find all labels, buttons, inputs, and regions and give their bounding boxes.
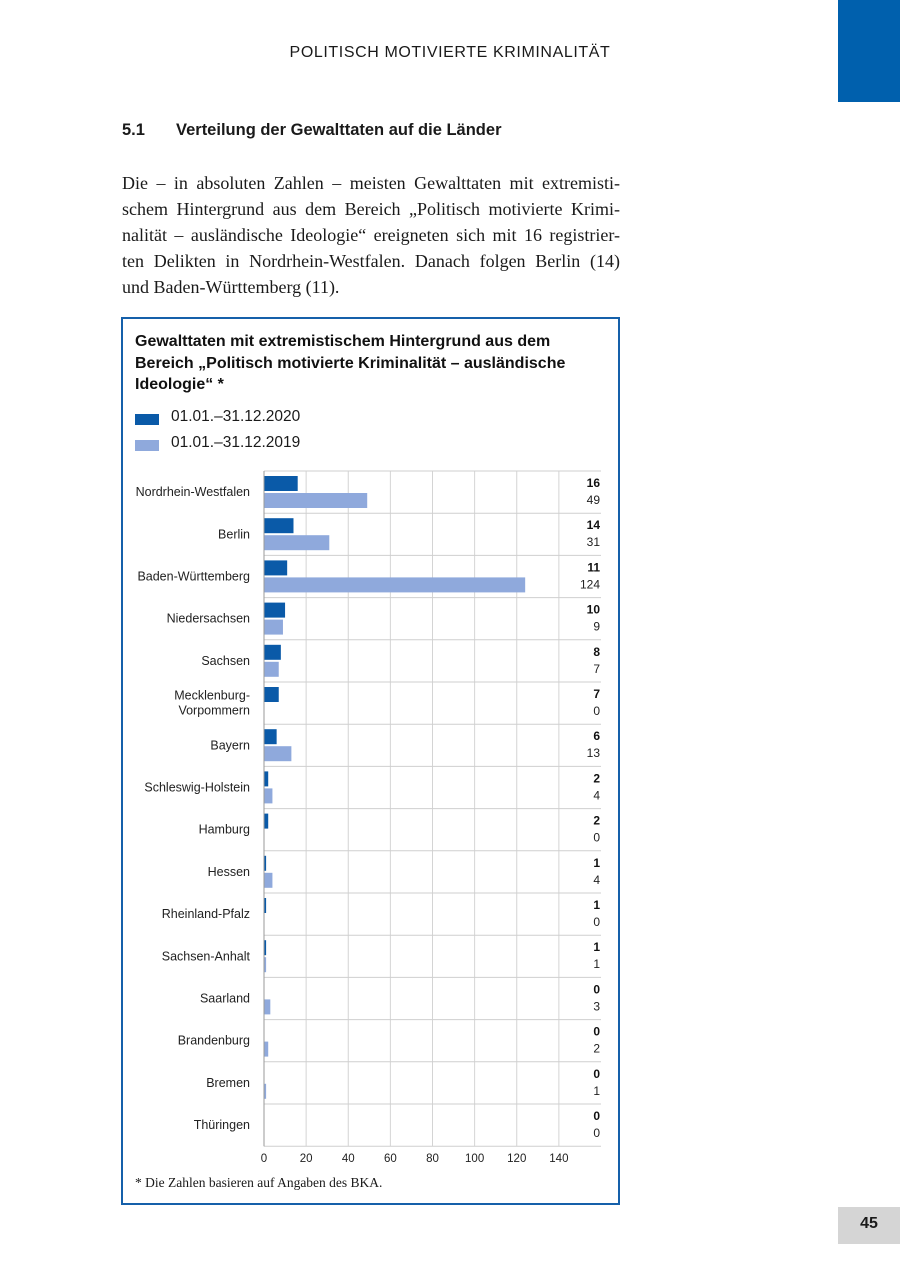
bar-2020 bbox=[264, 603, 285, 618]
body-line: nalität – ausländische Ideologie“ ereigneten sich mit 16 registrier- bbox=[122, 225, 620, 245]
bar-2020 bbox=[264, 645, 281, 660]
value-label-2019: 1 bbox=[593, 957, 600, 972]
body-line: schem Hintergrund aus dem Bereich „Politisch motivierte Krimi- bbox=[122, 199, 620, 219]
x-tick-label: 20 bbox=[299, 1153, 313, 1166]
bar-chart bbox=[123, 319, 618, 1169]
bar-2019 bbox=[264, 873, 272, 888]
x-tick-label: 120 bbox=[507, 1153, 527, 1166]
value-label-2020: 1 bbox=[593, 855, 600, 870]
bar-2020 bbox=[264, 814, 268, 829]
value-label-2020: 1 bbox=[593, 898, 600, 912]
legend-label-2020: 01.01.–31.12.2020 bbox=[171, 408, 301, 425]
category-label: Bremen bbox=[206, 1075, 250, 1090]
value-label-2019: 124 bbox=[579, 577, 600, 592]
category-label: Thüringen bbox=[193, 1118, 250, 1133]
category-label: Sachsen-Anhalt bbox=[161, 949, 250, 964]
category-label: Nordrhein-Westfalen bbox=[135, 485, 250, 500]
category-label: Bayern bbox=[210, 738, 250, 753]
value-label-2019: 31 bbox=[586, 535, 600, 550]
value-label-2020: 2 bbox=[593, 771, 600, 786]
bar-2019 bbox=[264, 662, 279, 677]
category-label: Mecklenburg- bbox=[174, 688, 250, 703]
value-label-2020: 0 bbox=[593, 1066, 600, 1081]
value-label-2020: 0 bbox=[593, 1024, 600, 1039]
value-label-2019: 13 bbox=[586, 746, 600, 761]
value-label-2019: 0 bbox=[593, 830, 600, 845]
value-label-2019: 9 bbox=[593, 619, 600, 634]
bar-2019 bbox=[264, 535, 329, 550]
bar-2020 bbox=[264, 560, 287, 575]
category-label: Berlin bbox=[218, 527, 250, 542]
value-label-2019: 2 bbox=[593, 1041, 600, 1056]
value-label-2019: 0 bbox=[593, 704, 600, 718]
body-paragraph bbox=[122, 170, 620, 300]
bar-2019 bbox=[264, 620, 283, 635]
value-label-2019: 0 bbox=[593, 915, 600, 929]
bar-2019 bbox=[264, 746, 291, 761]
body-line: und Baden-Württemberg (11). bbox=[122, 277, 340, 297]
value-label-2019: 3 bbox=[593, 999, 600, 1014]
value-label-2019: 1 bbox=[593, 1083, 600, 1098]
value-label-2020: 10 bbox=[586, 602, 600, 617]
bar-2019 bbox=[264, 999, 270, 1014]
value-label-2019: 4 bbox=[593, 788, 600, 803]
category-label: Saarland bbox=[199, 991, 250, 1006]
value-label-2020: 0 bbox=[593, 1109, 600, 1123]
chart-footnote: * Die Zahlen basieren auf Angaben des BKA. bbox=[135, 1175, 383, 1190]
bar-2020 bbox=[264, 729, 277, 744]
value-label-2020: 11 bbox=[587, 560, 600, 575]
value-label-2019: 7 bbox=[593, 661, 600, 676]
page-number: 45 bbox=[860, 1215, 878, 1232]
bar-2020 bbox=[264, 771, 268, 786]
category-label: Hessen bbox=[207, 864, 250, 879]
bar-2019 bbox=[264, 788, 272, 803]
category-label: Schleswig-Holstein bbox=[144, 780, 250, 795]
legend-label-2019: 01.01.–31.12.2019 bbox=[171, 434, 301, 451]
section-title: Verteilung der Gewalttaten auf die Länder bbox=[176, 121, 502, 139]
bar-2019 bbox=[264, 577, 525, 592]
category-label: Niedersachsen bbox=[166, 611, 250, 626]
value-label-2020: 7 bbox=[593, 687, 600, 701]
value-label-2020: 6 bbox=[593, 729, 600, 744]
value-label-2020: 8 bbox=[593, 644, 600, 659]
section-number: 5.1 bbox=[122, 121, 145, 139]
value-label-2020: 14 bbox=[586, 518, 600, 533]
value-label-2020: 2 bbox=[593, 813, 600, 828]
body-line: ten Delikten in Nordrhein-Westfalen. Danach folgen Berlin (14) bbox=[122, 251, 620, 271]
x-tick-label: 140 bbox=[549, 1153, 569, 1166]
x-tick-label: 0 bbox=[260, 1153, 268, 1166]
value-label-2020: 16 bbox=[586, 476, 600, 490]
bar-2020 bbox=[264, 687, 279, 702]
category-label: Vorpommern bbox=[178, 703, 250, 718]
x-tick-label: 40 bbox=[341, 1153, 355, 1166]
chart-title: Gewalttaten mit extremistischem Hintergrund aus dem Bereich „Politisch motivierte Kriminalität – ausländische Ideologie“ * bbox=[135, 333, 566, 393]
bar-2020 bbox=[264, 518, 293, 533]
category-label: Baden-Württemberg bbox=[137, 569, 250, 584]
value-label-2019: 4 bbox=[593, 872, 600, 887]
bar-2020 bbox=[264, 476, 298, 491]
body-line: Die – in absoluten Zahlen – meisten Gewalttaten mit extremisti- bbox=[122, 173, 620, 193]
bar-2019 bbox=[264, 493, 367, 508]
category-label: Sachsen bbox=[201, 653, 250, 668]
x-tick-label: 100 bbox=[465, 1153, 485, 1166]
value-label-2020: 0 bbox=[593, 982, 600, 997]
value-label-2019: 0 bbox=[593, 1126, 600, 1140]
x-tick-label: 80 bbox=[426, 1153, 439, 1166]
category-label: Brandenburg bbox=[177, 1033, 250, 1048]
category-label: Rheinland-Pfalz bbox=[161, 907, 250, 922]
running-title: POLITISCH MOTIVIERTE KRIMINALITÄT bbox=[289, 44, 611, 61]
value-label-2020: 1 bbox=[593, 940, 600, 955]
x-tick-label: 60 bbox=[383, 1153, 397, 1166]
page-number-box bbox=[838, 1207, 900, 1244]
bar-2019 bbox=[264, 1042, 268, 1057]
value-label-2019: 49 bbox=[586, 493, 600, 507]
category-label: Hamburg bbox=[198, 822, 250, 837]
info-box bbox=[121, 317, 620, 1205]
